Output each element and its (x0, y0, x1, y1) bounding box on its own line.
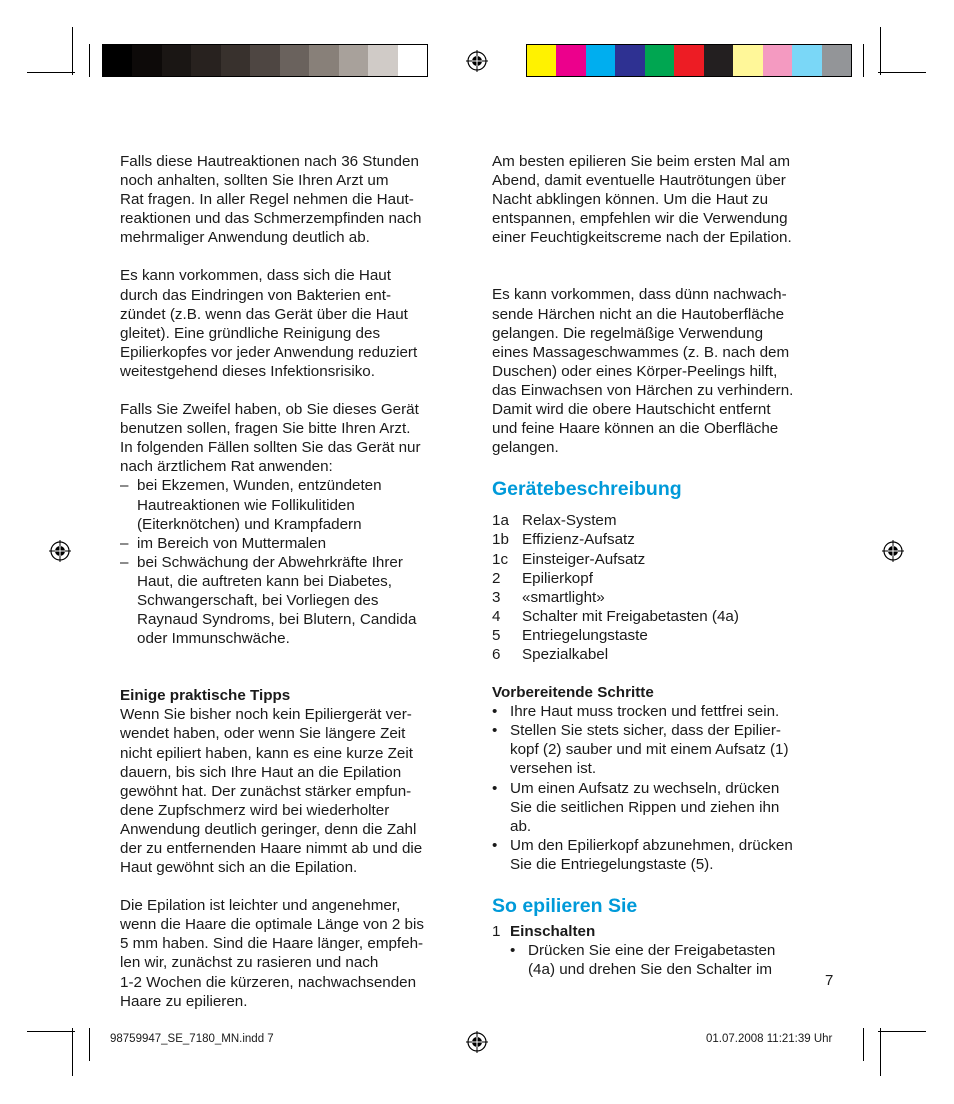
color-swatch (398, 45, 427, 76)
text-line: Falls diese Hautreaktionen nach 36 Stunden (120, 153, 419, 170)
tips-heading: Einige praktische Tipps (120, 687, 291, 705)
color-swatch (162, 45, 191, 76)
color-swatch (556, 45, 585, 76)
text-line: gleitet). Eine gründliche Reinigung des (120, 324, 381, 342)
left-column (120, 152, 465, 1011)
page-number: 7 (825, 972, 834, 989)
text-line: entspannen, empfehlen wir die Verwendung (492, 210, 788, 228)
text-line: benutzen sollen, fragen Sie bitte Ihren Arzt. (120, 420, 411, 438)
contraindication-list (120, 476, 465, 648)
text-line: Die Epilation ist leichter und angenehmer, (120, 897, 401, 915)
part-number: 4 (492, 607, 501, 625)
color-swatch (191, 45, 220, 76)
part-item (492, 569, 837, 588)
paragraph-infection-risk (120, 266, 465, 381)
text-line: wenn die Haare die optimale Länge von 2 bis (120, 916, 424, 934)
bullet-marker: • (510, 942, 516, 960)
color-swatch (527, 45, 556, 76)
process-color-bar (526, 44, 852, 77)
color-swatch (792, 45, 821, 76)
list-item-text: Drücken Sie eine der Freigabetasten (4a) und drehen Sie den Schalter im (528, 942, 776, 979)
part-number: 2 (492, 569, 501, 587)
part-label: Effizienz-Aufsatz (522, 531, 635, 549)
text-line: 5 mm haben. Sind die Haare länger, empfeh- (120, 935, 424, 953)
bullet-marker: • (492, 722, 498, 740)
step-1 (492, 922, 837, 941)
text-line: durch das Eindringen von Bakterien ent- (120, 286, 392, 304)
section-title-epilating: So epilieren Sie (492, 895, 638, 917)
text-line: Abend, damit eventuelle Hautrötungen über (492, 172, 786, 190)
list-item (120, 534, 465, 553)
text-line: dauern, bis sich Ihre Haut an die Epilation (120, 763, 402, 781)
paragraph-first-epilation (492, 152, 837, 247)
text-line: der zu entfernenden Haare nimmt ab und die (120, 840, 423, 857)
text-line: Damit wird die obere Hautschicht entfernt (492, 401, 771, 419)
list-item-text: im Bereich von Muttermalen (137, 534, 327, 552)
text-line: Anwendung deutlich geringer, denn die Zahl (120, 820, 417, 838)
text-line: mehrmaliger Anwendung deutlich ab. (120, 229, 370, 247)
list-item-text: Um einen Aufsatz zu wechseln, drücken Sie die seitlichen Rippen und ziehen ihn ab. (510, 779, 780, 835)
part-number: 3 (492, 588, 501, 606)
step-label: Einschalten (510, 923, 596, 940)
list-item-text: bei Ekzemen, Wunden, entzündeten Hautreaktionen wie Follikulitiden (Eiterknötchen) und Krampfadern (137, 477, 382, 533)
list-item-text: bei Schwächung der Abwehrkräfte Ihrer Haut, die auftreten kann bei Diabetes, Schwangerschaft, bei Vorliegen des Raynaud Syndroms, bei Blutern, Candida oder Immunschwäche. (137, 553, 417, 648)
footer-file-name: 98759947_SE_7180_MN.indd 7 (110, 1033, 274, 1045)
part-label: Relax-System (522, 512, 617, 530)
color-swatch (674, 45, 703, 76)
part-item (492, 645, 837, 664)
part-label: «smartlight» (522, 588, 605, 606)
part-item (492, 588, 837, 607)
color-swatch (339, 45, 368, 76)
text-line: Haare zu epilieren. (120, 992, 248, 1010)
part-number: 5 (492, 626, 501, 644)
part-item (492, 511, 837, 530)
color-swatch (645, 45, 674, 76)
step1-list (492, 941, 837, 979)
list-item (492, 721, 837, 778)
list-item-text: Um den Epilierkopf abzunehmen, drücken Sie die Entriegelungstaste (5). (510, 836, 793, 873)
part-item (492, 626, 837, 645)
color-swatch (103, 45, 132, 76)
list-item-text: Stellen Sie stets sicher, dass der Epilier- kopf (2) sauber und mit einem Aufsatz (1) versehen ist. (510, 722, 789, 778)
color-swatch (763, 45, 792, 76)
list-item (492, 702, 837, 721)
list-item (120, 476, 465, 533)
color-swatch (586, 45, 615, 76)
paragraph-skin-reactions (120, 152, 465, 247)
color-swatch (280, 45, 309, 76)
text-line: Falls Sie Zweifel haben, ob Sie dieses Gerät (120, 401, 419, 419)
text-line: gelangen. (492, 439, 559, 457)
grayscale-color-bar (102, 44, 428, 77)
paragraph-tips (120, 705, 465, 877)
text-line: und feine Haare können an die Oberfläche (492, 420, 779, 438)
part-label: Schalter mit Freigabetasten (4a) (522, 607, 739, 625)
list-item (492, 779, 837, 836)
text-line: einer Feuchtigkeitscreme nach der Epilation. (492, 229, 792, 247)
registration-mark-icon (49, 540, 71, 562)
part-item (492, 607, 837, 626)
part-item (492, 530, 837, 549)
text-line: 1-2 Wochen die kürzeren, nachwachsenden (120, 973, 417, 991)
text-line: nach ärztlichem Rat anwenden: (120, 458, 333, 476)
bullet-marker: • (492, 836, 498, 854)
text-line: eines Massageschwammes (z. B. nach dem (492, 343, 790, 361)
color-swatch (704, 45, 733, 76)
text-line: reaktionen und das Schmerzempfinden nach (120, 210, 422, 228)
color-swatch (250, 45, 279, 76)
bullet-marker: • (492, 703, 498, 721)
part-number: 1c (492, 550, 509, 568)
footer-timestamp: 01.07.2008 11:21:39 Uhr (706, 1033, 833, 1045)
color-swatch (733, 45, 762, 76)
text-line: zündet (z.B. wenn das Gerät über die Haut (120, 305, 408, 323)
part-label: Entriegelungstaste (522, 626, 648, 644)
part-label: Spezialkabel (522, 645, 609, 663)
color-swatch (368, 45, 397, 76)
section-title-description: Gerätebeschreibung (492, 478, 682, 501)
color-swatch (615, 45, 644, 76)
prep-heading: Vorbereitende Schritte (492, 684, 654, 702)
step-number: 1 (492, 923, 501, 940)
part-number: 1b (492, 531, 509, 549)
registration-mark-icon (466, 50, 488, 72)
right-column (492, 152, 837, 979)
registration-mark-icon (466, 1031, 488, 1053)
color-swatch (221, 45, 250, 76)
text-line: Epilierkopfes vor jeder Anwendung reduziert (120, 343, 418, 361)
paragraph-consult-doctor (120, 400, 465, 476)
text-line: Duschen) oder eines Körper-Peelings hilft, (492, 362, 778, 380)
text-line: In folgenden Fällen sollten Sie das Gerät nur (120, 439, 421, 457)
list-item (120, 553, 465, 648)
text-line: Es kann vorkommen, dass sich die Haut (120, 267, 391, 285)
dash-marker: – (120, 534, 129, 552)
dash-marker: – (120, 553, 129, 571)
text-line: Es kann vorkommen, dass dünn nachwach- (492, 286, 787, 304)
registration-mark-icon (882, 540, 904, 562)
text-line: gewöhnt hat. Der zunächst stärker empfun- (120, 782, 412, 800)
part-item (492, 550, 837, 569)
text-line: Am besten epilieren Sie beim ersten Mal am (492, 153, 790, 170)
text-line: gelangen. Die regelmäßige Verwendung (492, 324, 764, 342)
paragraph-ingrown-hairs (492, 285, 837, 457)
parts-list (492, 511, 837, 664)
text-line: sende Härchen nicht an die Hautoberfläche (492, 305, 785, 323)
part-label: Epilierkopf (522, 569, 593, 587)
part-number: 1a (492, 512, 509, 530)
bullet-marker: • (492, 779, 498, 797)
part-number: 6 (492, 645, 501, 663)
text-line: Rat fragen. In aller Regel nehmen die Haut- (120, 191, 414, 209)
list-item-text: Ihre Haut muss trocken und fettfrei sein. (510, 703, 780, 721)
text-line: Nacht abklingen können. Um die Haut zu (492, 191, 769, 209)
text-line: das Einwachsen von Härchen zu verhindern. (492, 381, 794, 399)
color-swatch (822, 45, 851, 76)
color-swatch (309, 45, 338, 76)
part-label: Einsteiger-Aufsatz (522, 550, 646, 568)
prep-list (492, 702, 837, 874)
text-line: nicht epiliert haben, kann es eine kurze Zeit (120, 744, 413, 762)
text-line: weitestgehend dieses Infektionsrisiko. (120, 362, 375, 380)
text-line: len wir, zunächst zu rasieren und nach (120, 954, 379, 972)
color-swatch (132, 45, 161, 76)
text-line: Wenn Sie bisher noch kein Epiliergerät ver- (120, 706, 412, 724)
text-line: dene Zupfschmerz wird bei wiederholter (120, 801, 390, 819)
list-item (492, 941, 837, 979)
text-line: noch anhalten, sollten Sie Ihren Arzt um (120, 172, 389, 190)
list-item (492, 836, 837, 874)
paragraph-hair-length (120, 896, 465, 1011)
dash-marker: – (120, 477, 129, 495)
text-line: wendet haben, oder wenn Sie längere Zeit (120, 725, 406, 743)
text-line: Haut gewöhnt sich an die Epilation. (120, 859, 358, 877)
